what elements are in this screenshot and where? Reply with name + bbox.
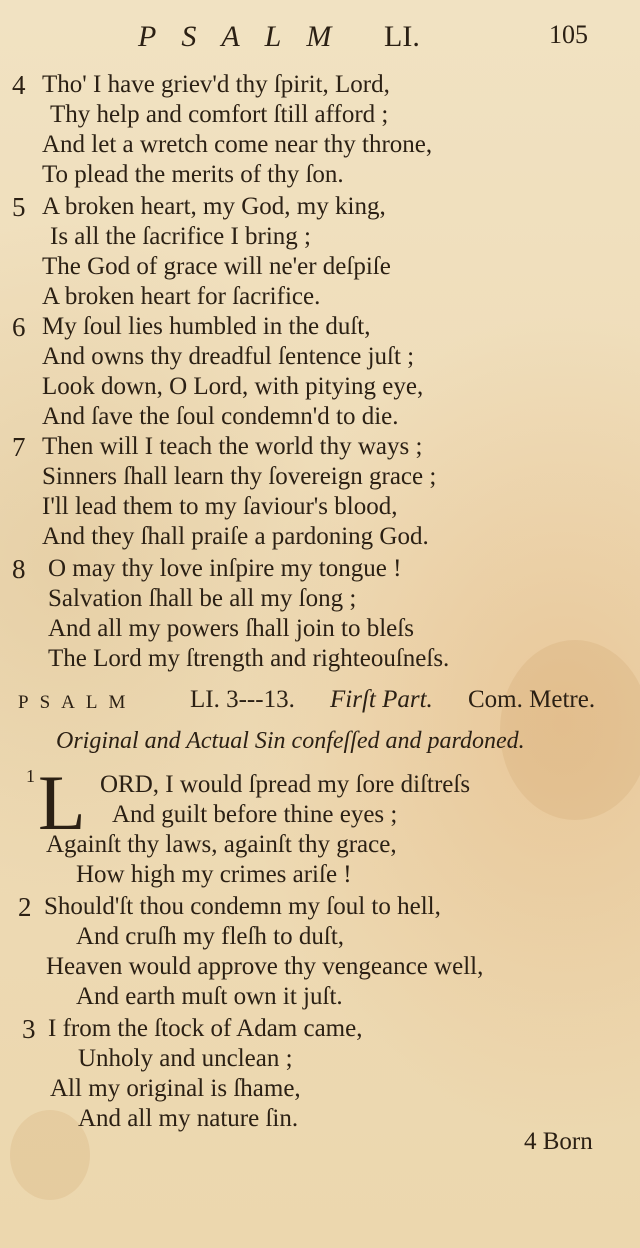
verse-number: 5 (12, 192, 26, 222)
verse-line: And ſave the ſoul condemn'd to die. (42, 403, 399, 430)
verse-line: And let a wretch come near thy throne, (42, 131, 433, 158)
running-psalm-number: LI. (384, 20, 420, 53)
section-reference: LI. 3---13. (190, 686, 295, 713)
verse-line: A broken heart, my God, my king, (42, 193, 386, 220)
verse-line: And guilt before thine eyes ; (112, 801, 398, 828)
section-label: PSALM (18, 692, 137, 713)
verse-line: And they ſhall praiſe a pardoning God. (42, 523, 429, 550)
verse-line: And earth muſt own it juſt. (76, 983, 343, 1010)
verse-line: I from the ſtock of Adam came, (48, 1015, 363, 1042)
verse-line: A broken heart for ſacrifice. (42, 283, 321, 310)
verse-line: And cruſh my fleſh to duſt, (76, 923, 345, 950)
verse-line: And all my powers ſhall join to bleſs (48, 615, 414, 642)
section-subtitle: Original and Actual Sin confeſſed and pardoned. (56, 728, 525, 754)
verse-number: 8 (12, 554, 26, 584)
verse-line: O may thy love inſpire my tongue ! (48, 555, 402, 582)
verse-number: 4 (12, 70, 26, 100)
verse-number: 1 (26, 766, 35, 786)
verse-line: Tho' I have griev'd thy ſpirit, Lord, (42, 71, 390, 98)
verse-line: The God of grace will ne'er deſpiſe (42, 253, 391, 280)
verse-line: Should'ſt thou condemn my ſoul to hell, (44, 893, 441, 920)
verse-line: Sinners ſhall learn thy ſovereign grace ; (42, 463, 437, 490)
verse-line: Then will I teach the world thy ways ; (42, 433, 423, 460)
page-header (0, 20, 640, 56)
verse-line: ORD, I would ſpread my ſore diſtreſs (100, 771, 471, 798)
verse-number: 6 (12, 312, 26, 342)
verse-number: 7 (12, 432, 26, 462)
section-heading (18, 686, 622, 720)
page-number: 105 (549, 20, 588, 49)
verse-line: How high my crimes ariſe ! (76, 861, 352, 888)
verse-line: My ſoul lies humbled in the duſt, (42, 313, 371, 340)
verse-line: To plead the merits of thy ſon. (42, 161, 344, 188)
verse-line: All my original is ſhame, (50, 1075, 301, 1102)
verse-line: And all my nature ſin. (78, 1105, 299, 1132)
verse-number: 2 (18, 892, 32, 922)
verse-line: Thy help and comfort ſtill afford ; (50, 101, 389, 128)
verse-line: Look down, O Lord, with pitying eye, (42, 373, 424, 400)
verse-number: 3 (22, 1014, 36, 1044)
verse-line: Againſt thy laws, againſt thy grace, (46, 831, 397, 858)
verse-line: I'll lead them to my ſaviour's blood, (42, 493, 398, 520)
verse-line: Heaven would approve thy vengeance well, (46, 953, 484, 980)
verse-line: Unholy and unclean ; (78, 1045, 293, 1072)
running-title: PSALM (138, 20, 357, 53)
drop-cap: L (38, 759, 86, 846)
catchword: 4 Born (524, 1128, 593, 1155)
verse-line: Is all the ſacrifice I bring ; (50, 223, 311, 250)
section-metre: Com. Metre. (468, 686, 596, 713)
section-part: Firſt Part. (330, 686, 433, 713)
verse-line: And owns thy dreadful ſentence juſt ; (42, 343, 415, 370)
verse-line: Salvation ſhall be all my ſong ; (48, 585, 357, 612)
verse-line: The Lord my ſtrength and righteouſneſs. (48, 645, 450, 672)
